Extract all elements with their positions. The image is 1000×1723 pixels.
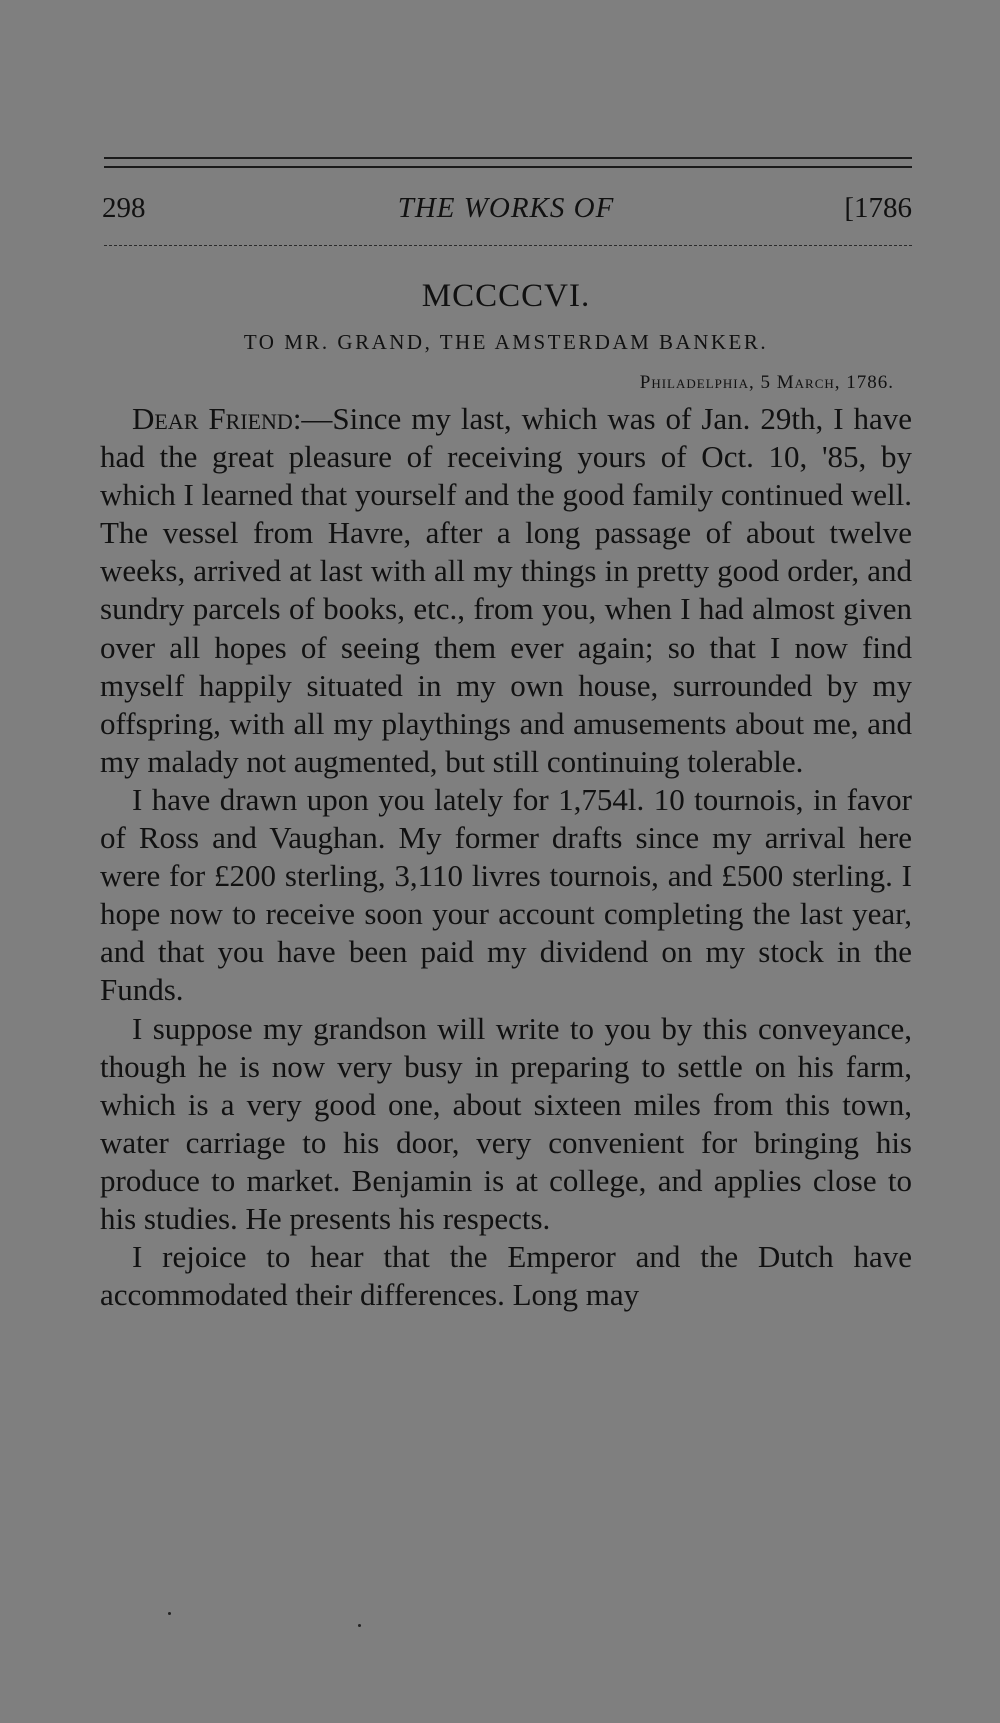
page-header xyxy=(100,192,912,232)
paragraph-1 xyxy=(100,400,912,781)
salutation: Dear Friend xyxy=(132,401,293,436)
letter-body xyxy=(100,400,912,1314)
top-double-rule-lower xyxy=(104,166,912,168)
top-double-rule-upper xyxy=(104,157,912,159)
running-title: THE WORKS OF xyxy=(397,192,615,224)
page-number: 298 xyxy=(102,192,146,224)
header-rule xyxy=(104,245,912,246)
print-speck xyxy=(168,1612,171,1615)
paragraph-4: I rejoice to hear that the Emperor and the Dutch have accommodated their differences. Long may xyxy=(100,1239,912,1313)
print-speck xyxy=(358,1624,361,1627)
letter-dateline: Philadelphia, 5 March, 1786. xyxy=(639,372,894,393)
paragraph-3: I suppose my grandson will write to you by this conveyance, though he is now very busy in preparing to settle on his farm, which is a very good one, about sixteen miles from this town, water carriage to his door, very convenient for bringing his produce to market. Benjamin is at college, and applies close to his studies. He presents his respects. xyxy=(100,1010,912,1236)
letter-number: MCCCCVI. xyxy=(421,278,591,314)
paragraph-2: I have drawn upon you lately for 1,754l. 10 tournois, in favor of Ross and Vaughan. My former drafts since my arrival here were for £200 sterling, 3,110 livres tournois, and £500 sterling. I hope now to receive soon your account completing the last year, and that you have been paid my dividend on my stock in the Funds. xyxy=(100,781,912,1008)
year-mark: [1786 xyxy=(844,192,912,224)
letter-addressee: TO MR. GRAND, THE AMSTERDAM BANKER. xyxy=(243,330,769,354)
paragraph-1-text: :—Since my last, which was of Jan. 29th, I have had the great pleasure of receiving yours of Oct. 10, '85, by which I learned that yourself and the good family continued well. The vessel from Havre, after a long passage of about twelve weeks, arrived at last with all my things in pretty good order, and sundry parcels of books, etc., from you, when I had almost given over all hopes of seeing them ever again; so that I now find myself happily situated in my own house, surrounded by my offspring, with all my playthings and amusements about me, and my malady not augmented, but still continuing tolerable. xyxy=(100,401,912,779)
